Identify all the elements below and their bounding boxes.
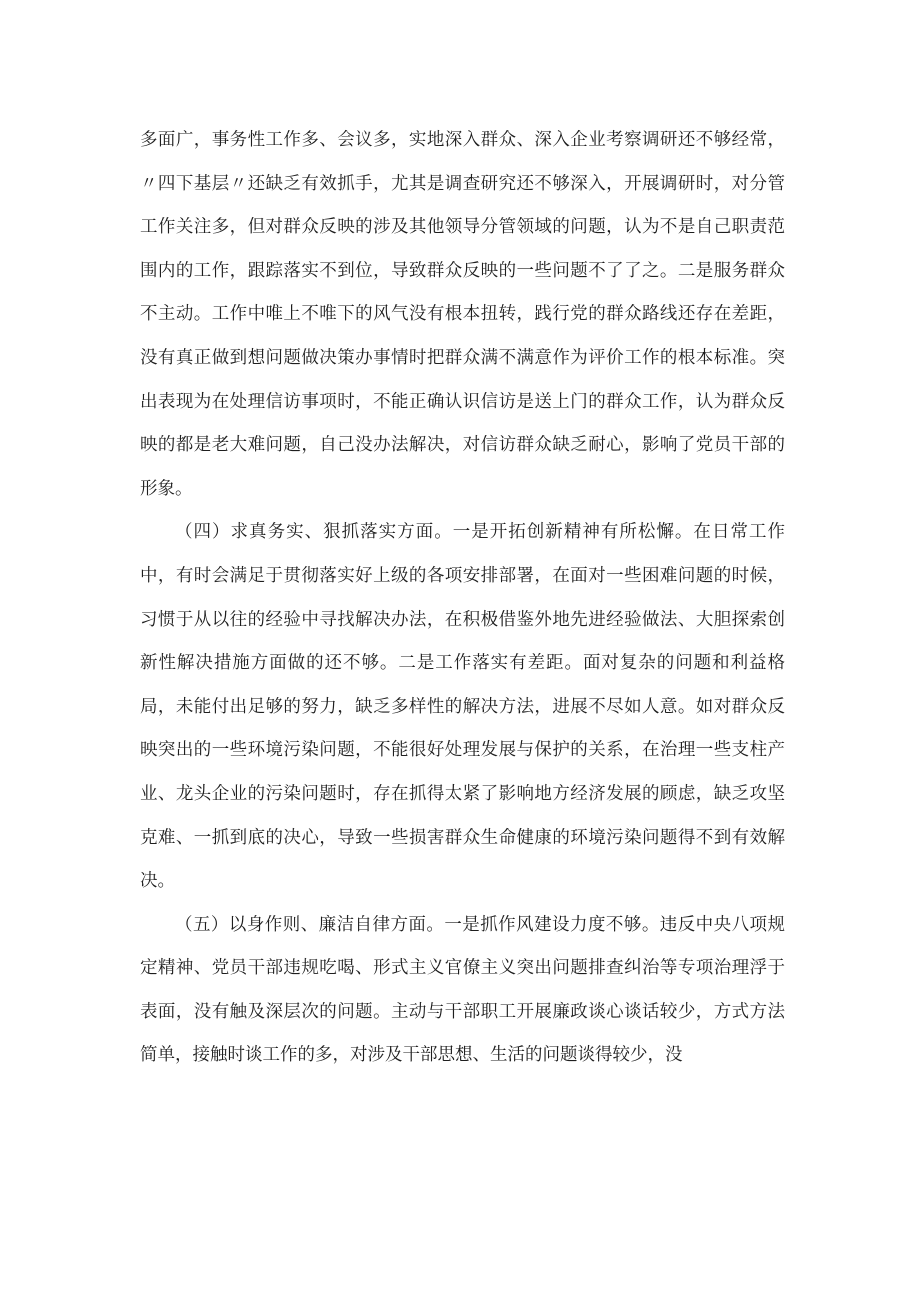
paragraph-continuation: 多面广，事务性工作多、会议多，实地深入群众、深入企业考察调研还不够经常，〃四下基层〃还缺乏有效抓手，尤其是调查研究还不够深入，开展调研时，对分管工作关注多，但对群众反映的涉及其他领导分管领域的问题，认为不是自己职责范围内的工作，跟踪落实不到位，导致群众反映的一些问题不了了之。二是服务群众不主动。工作中唯上不唯下的风气没有根本扭转，践行党的群众路线还存在差距，没有真正做到想问题做决策办事情时把群众满不满意作为评价工作的根本标准。突出表现为在处理信访事项时，不能正确认识信访是送上门的群众工作，认为群众反映的都是老大难问题，自己没办法解决，对信访群众缺乏耐心，影响了党员干部的形象。 [140,130,785,499]
paragraph-section-four: （四）求真务实、狠抓落实方面。一是开拓创新精神有所松懈。在日常工作中，有时会满足于贯彻落实好上级的各项安排部署，在面对一些困难问题的时候，习惯于从以往的经验中寻找解决办法，在积极借鉴外地先进经验做法、大胆探索创新性解决措施方面做的还不够。二是工作落实有差距。面对复杂的问题和利益格局，未能付出足够的努力，缺乏多样性的解决方法，进展不尽如人意。如对群众反映突出的一些环境污染问题，不能很好处理发展与保护的关系，在治理一些支柱产业、龙头企业的污染问题时，存在抓得太紧了影响地方经济发展的顾虑，缺乏攻坚克难、一抓到底的决心，导致一些损害群众生命健康的环境污染问题得不到有效解决。 [140,522,785,892]
paragraph-section-five: （五）以身作则、廉洁自律方面。一是抓作风建设力度不够。违反中央八项规定精神、党员干部违规吃喝、形式主义官僚主义突出问题排查纠治等专项治理浮于表面，没有触及深层次的问题。主动与干部职工开展廉政谈心谈话较少，方式方法简单，接触时谈工作的多，对涉及干部思想、生活的问题谈得较少，没 [140,914,785,1066]
document-body [140,119,785,1078]
